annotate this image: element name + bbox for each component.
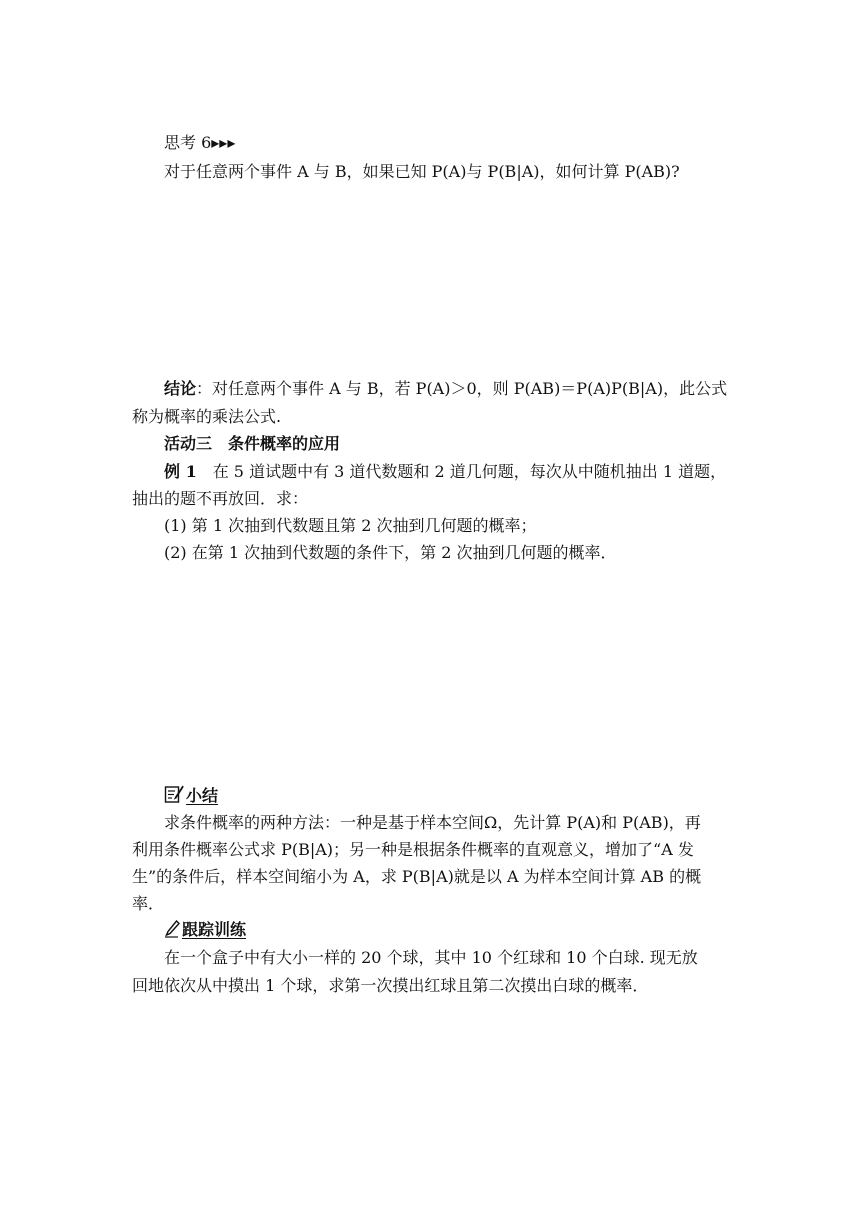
example-text: 在 5 道试题中有 3 道代数题和 2 道几何题，每次从中随机抽出 1 道题， (196, 462, 727, 481)
practice-heading (164, 920, 246, 943)
example-question-2: (2) 在第 1 次抽到代数题的条件下，第 2 次抽到几何题的概率． (164, 543, 617, 562)
conclusion-label: 结论 (164, 379, 197, 398)
summary-line-4: 率． (132, 894, 165, 913)
think-question: 对于任意两个事件 A 与 B，如果已知 P(A)与 P(B|A)，如何计算 P(AB)? (164, 162, 680, 181)
example-line-2: 抽出的题不再放回．求： (132, 489, 309, 508)
practice-line-1: 在一个盒子中有大小一样的 20 个球，其中 10 个红球和 10 个白球. 现无放 (164, 948, 698, 967)
activity-title: 活动三 条件概率的应用 (164, 434, 341, 453)
think-title: 思考 6▸▸▸ (164, 133, 236, 152)
summary-line-3: 生”的条件后，样本空间缩小为 A，求 P(B|A)就是以 A 为样本空间计算 AB 的概 (132, 867, 702, 886)
pen-icon (164, 920, 180, 943)
example-question-1: (1) 第 1 次抽到代数题且第 2 次抽到几何题的概率； (164, 516, 537, 535)
conclusion-line-1 (164, 379, 727, 399)
summary-line-2: 利用条件概率公式求 P(B|A)；另一种是根据条件概率的直观意义，增加了“A 发 (132, 840, 694, 859)
notebook-pen-icon (164, 784, 184, 809)
practice-title: 跟踪训练 (182, 920, 247, 939)
conclusion-text: ：对任意两个事件 A 与 B，若 P(A)＞0，则 P(AB)＝P(A)P(B|A)，此公式 (196, 379, 728, 398)
example-line-1 (164, 462, 726, 482)
summary-title: 小结 (186, 786, 219, 805)
practice-line-2: 回地依次从中摸出 1 个球，求第一次摸出红球且第二次摸出白球的概率． (132, 976, 649, 995)
example-label: 例 1 (164, 462, 197, 481)
summary-heading (164, 784, 218, 809)
summary-line-1: 求条件概率的两种方法：一种是基于样本空间Ω，先计算 P(A)和 P(AB)，再 (164, 813, 701, 832)
conclusion-line-2: 称为概率的乘法公式. (132, 407, 282, 426)
